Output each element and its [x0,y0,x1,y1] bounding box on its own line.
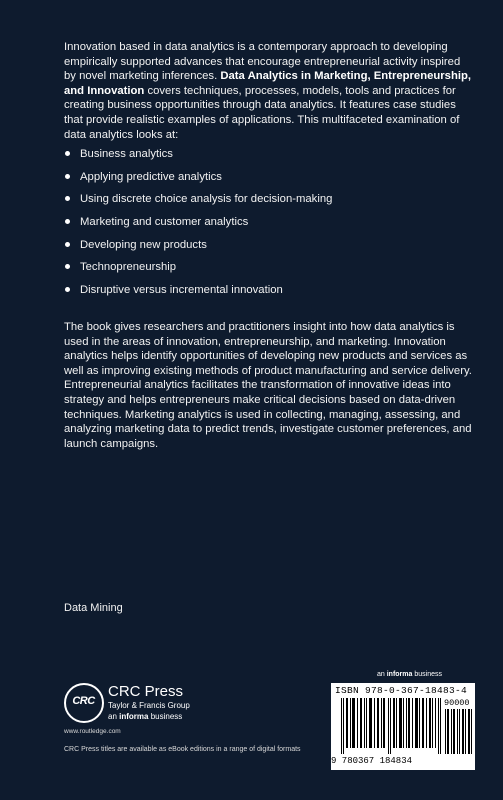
list-item [64,260,474,283]
list-item-label: Business analytics [80,148,173,160]
informa-suffix: business [412,671,442,678]
description-paragraph: The book gives researchers and practitioners insight into how data analytics is used in the areas of innovation, entrepreneurship, and marketing. Innovation analytics helps identify opportunities of developing new products and services as well as improving existing methods of product manufacturing and service delivery. Entrepreneurial analytics facilitates the transformation of innovative ideas into strategy and helps entrepreneurs make critical decisions based on data-driven techniques. Marketing analytics is used in collecting, managing, assessing, and analyzing marketing data to predict trends, investigate customer preferences, and launch campaigns. [64,321,472,450]
bullet-icon [65,264,70,269]
intro-text-end: covers techniques, processes, models, tools and practices for creating business opportunities through data analytics. It features case studies that provide realistic examples of applications. This multifaceted examination of data analytics looks at: [64,84,460,141]
intro-paragraph [64,40,472,142]
book-title: Data Analytics in Marketing, Entrepreneurship, and Innovation [64,70,472,97]
topic-list [64,147,474,306]
list-item-label: Applying predictive analytics [80,170,222,183]
list-item [64,147,474,170]
list-item [64,192,474,215]
publisher-url: www.routledge.com [64,728,121,735]
list-item-label: Technopreneurship [80,261,177,274]
subject-category: Data Mining [64,602,123,614]
ean-bars [341,698,441,754]
list-item [64,215,474,238]
informa-prefix: an [377,671,387,678]
list-item [64,283,474,306]
informa-suffix: business [148,712,183,721]
list-item-label: Using discrete choice analysis for decision-making [80,193,333,206]
bullet-icon [65,196,70,201]
intro-text-start: Innovation based in data analytics is a contemporary approach to developing empirically supported advances that encourage entrepreneurial activity inspired by novel marketing inferences. [64,41,461,83]
bullet-icon [65,219,70,224]
isbn-text: ISBN 978-0-367-18483-4 [335,685,468,696]
ean-digits: 9 780367 184834 [331,756,413,766]
informa-word: informa [386,671,413,678]
publisher-informa-line [108,712,182,721]
barcode-icon [331,683,475,770]
informa-word: informa [119,712,149,721]
bullet-icon [65,151,70,156]
list-item-label: Marketing and customer analytics [80,216,249,229]
bullet-icon [65,174,70,179]
list-item [64,170,474,193]
publisher-group: Taylor & Francis Group [108,701,190,710]
informa-business-label [377,671,442,678]
informa-prefix: an [108,712,120,721]
crc-logo-icon [64,683,104,723]
bullet-icon [65,287,70,292]
price-addon-digits: 90000 [444,698,470,708]
list-item [64,238,474,261]
logo-text: CRC [72,695,95,707]
list-item-label: Developing new products [80,238,207,251]
bullet-icon [65,242,70,247]
addon-bars [445,709,473,754]
list-item-label: Disruptive versus incremental innovation [80,284,283,297]
ebook-note: CRC Press titles are available as eBook editions in a range of digital formats [64,746,301,753]
publisher-name: CRC Press [108,683,184,700]
